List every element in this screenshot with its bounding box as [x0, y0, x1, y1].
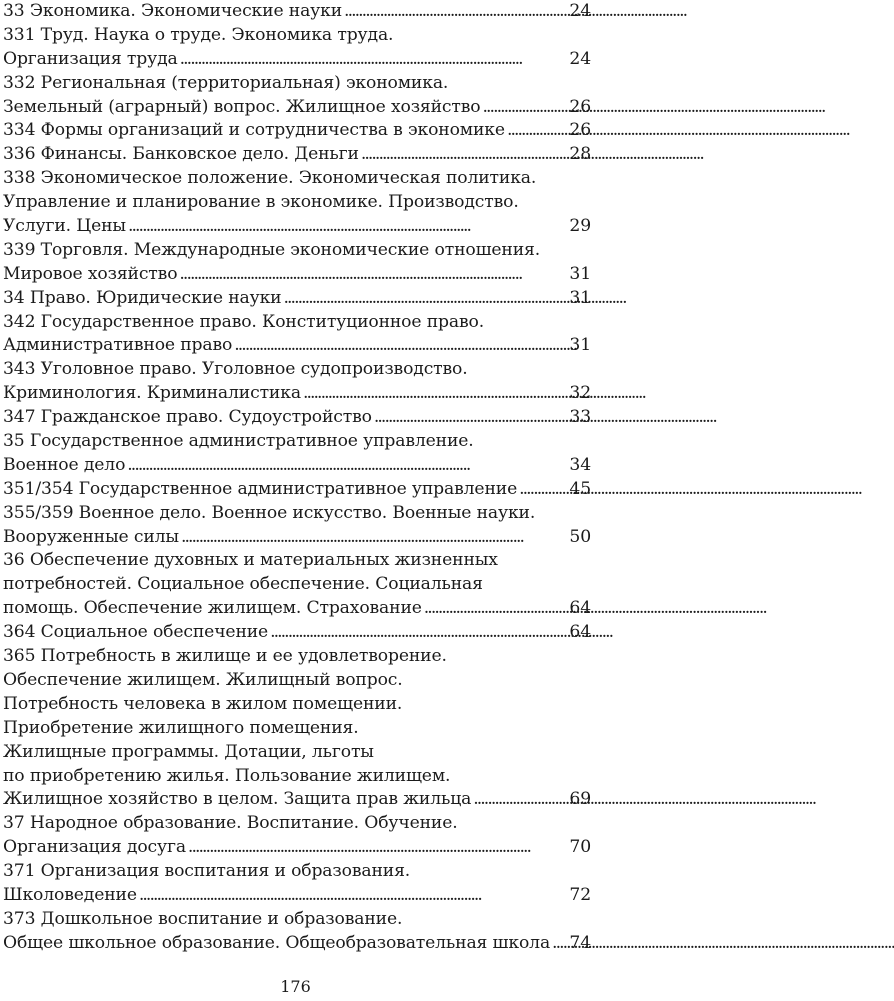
toc-entry — [3, 526, 591, 550]
toc-line — [3, 908, 591, 932]
toc-entry-page: 69 — [569, 789, 591, 810]
toc-entry-title: 334 Формы организаций и сотрудничества в экономике — [3, 120, 505, 141]
toc-entry — [3, 597, 591, 621]
toc-line — [3, 573, 591, 597]
dot-leader — [482, 96, 567, 120]
toc-entry — [3, 334, 591, 358]
toc-entry-title: Школоведение — [3, 884, 137, 905]
toc-entry-title: 332 Региональная (территориальная) экономика. — [3, 72, 449, 93]
toc-entry-title: Мировое хозяйство — [3, 263, 178, 284]
dot-leader — [424, 597, 568, 621]
toc-entry-page: 45 — [569, 478, 591, 499]
toc-entry-page: 26 — [569, 96, 591, 117]
toc-entry — [3, 884, 591, 908]
toc-entry-page: 33 — [569, 407, 591, 428]
toc-entry-title: Общее школьное образование. Общеобразовательная школа — [3, 932, 551, 953]
toc-entry-page: 74 — [569, 932, 591, 953]
page-number: 176 — [280, 977, 311, 996]
dot-leader — [303, 382, 567, 406]
toc-entry-title: Услуги. Цены — [3, 216, 126, 237]
toc-entry-page: 31 — [569, 335, 591, 356]
table-of-contents — [3, 0, 591, 956]
toc-entry-title: по приобретению жилья. Пользование жилищем. — [3, 765, 451, 786]
toc-entry-title: 342 Государственное право. Конституционное право. — [3, 311, 485, 332]
toc-line — [3, 765, 591, 789]
toc-entry — [3, 48, 591, 72]
toc-entry — [3, 932, 591, 956]
toc-line — [3, 358, 591, 382]
toc-entry-page: 28 — [569, 144, 591, 165]
toc-line — [3, 72, 591, 96]
toc-entry — [3, 287, 591, 311]
toc-entry — [3, 836, 591, 860]
toc-entry — [3, 478, 591, 502]
dot-leader — [128, 215, 567, 239]
dot-leader — [374, 406, 568, 430]
toc-line — [3, 812, 591, 836]
toc-entry-title: Вооруженные силы — [3, 526, 179, 547]
dot-leader — [127, 454, 567, 478]
toc-entry-page: 24 — [569, 1, 591, 21]
toc-entry-title: 34 Право. Юридические науки — [3, 287, 282, 308]
toc-line — [3, 311, 591, 335]
toc-entry-title: 339 Торговля. Международные экономические отношения. — [3, 239, 541, 260]
toc-line — [3, 860, 591, 884]
dot-leader — [552, 932, 567, 956]
toc-entry-title: 36 Обеспечение духовных и материальных жизненных — [3, 550, 498, 571]
toc-entry-title: Криминология. Криминалистика — [3, 383, 301, 404]
toc-entry-page: 31 — [569, 263, 591, 284]
dot-leader — [473, 788, 567, 812]
toc-entry-title: 35 Государственное административное управление. — [3, 431, 474, 452]
toc-entry-title: 373 Дошкольное воспитание и образование. — [3, 908, 403, 929]
toc-entry-title: Административное право — [3, 335, 233, 356]
toc-line — [3, 669, 591, 693]
toc-entry-title: 37 Народное образование. Воспитание. Обучение. — [3, 813, 458, 834]
toc-entry-title: 331 Труд. Наука о труде. Экономика труда. — [3, 24, 394, 45]
toc-entry-title: Приобретение жилищного помещения. — [3, 717, 359, 738]
toc-entry-title: 371 Организация воспитания и образования. — [3, 861, 411, 882]
toc-line — [3, 693, 591, 717]
toc-entry-page: 32 — [569, 383, 591, 404]
toc-entry-page: 70 — [569, 837, 591, 858]
toc-entry-page: 26 — [569, 120, 591, 141]
dot-leader — [519, 478, 567, 502]
dot-leader — [344, 0, 567, 24]
toc-entry — [3, 0, 591, 24]
dot-leader — [181, 526, 567, 550]
toc-entry — [3, 263, 591, 287]
toc-entry-page: 64 — [569, 622, 591, 643]
toc-entry — [3, 454, 591, 478]
toc-line — [3, 549, 591, 573]
dot-leader — [507, 119, 567, 143]
toc-entry-title: 365 Потребность в жилище и ее удовлетворение. — [3, 646, 447, 667]
toc-line — [3, 717, 591, 741]
toc-entry-title: 336 Финансы. Банковское дело. Деньги — [3, 144, 359, 165]
toc-entry — [3, 382, 591, 406]
toc-entry — [3, 215, 591, 239]
toc-entry-title: Организация труда — [3, 48, 178, 69]
toc-entry-page: 50 — [569, 526, 591, 547]
toc-line — [3, 191, 591, 215]
toc-entry-page: 64 — [569, 598, 591, 619]
toc-entry-page: 29 — [569, 216, 591, 237]
toc-entry-title: 343 Уголовное право. Уголовное судопроизводство. — [3, 359, 468, 380]
toc-entry — [3, 143, 591, 167]
toc-entry-title: 355/359 Военное дело. Военное искусство. Военные науки. — [3, 502, 536, 523]
toc-entry-title: помощь. Обеспечение жилищем. Страхование — [3, 598, 422, 619]
toc-entry-page: 34 — [569, 454, 591, 475]
toc-entry-title: Жилищное хозяйство в целом. Защита прав жильца — [3, 789, 472, 810]
toc-line — [3, 239, 591, 263]
toc-entry — [3, 119, 591, 143]
toc-line — [3, 167, 591, 191]
toc-entry-title: 338 Экономическое положение. Экономическая политика. — [3, 168, 537, 189]
toc-entry-title: Обеспечение жилищем. Жилищный вопрос. — [3, 669, 403, 690]
toc-line — [3, 645, 591, 669]
dot-leader — [179, 263, 567, 287]
toc-entry — [3, 406, 591, 430]
dot-leader — [234, 334, 567, 358]
dot-leader — [270, 621, 567, 645]
toc-entry-title: 347 Гражданское право. Судоустройство — [3, 407, 372, 428]
toc-entry-title: 364 Социальное обеспечение — [3, 622, 269, 643]
dot-leader — [188, 836, 568, 860]
dot-leader — [361, 143, 568, 167]
toc-entry-page: 31 — [569, 287, 591, 308]
toc-entry-title: 33 Экономика. Экономические науки — [3, 1, 343, 21]
toc-line — [3, 24, 591, 48]
toc-entry-title: Военное дело — [3, 454, 126, 475]
toc-entry-title: Жилищные программы. Дотации, льготы — [3, 741, 374, 762]
toc-entry-page: 72 — [569, 884, 591, 905]
toc-entry-title: 351/354 Государственное административное управление — [3, 478, 518, 499]
toc-entry-title: Земельный (аграрный) вопрос. Жилищное хозяйство — [3, 96, 481, 117]
dot-leader — [284, 287, 568, 311]
toc-entry — [3, 788, 591, 812]
toc-entry — [3, 96, 591, 120]
toc-entry-title: Организация досуга — [3, 837, 186, 858]
toc-entry-title: Управление и планирование в экономике. Производство. — [3, 192, 519, 213]
toc-entry-title: Потребность человека в жилом помещении. — [3, 693, 403, 714]
toc-line — [3, 741, 591, 765]
dot-leader — [180, 48, 568, 72]
toc-entry — [3, 621, 591, 645]
toc-line — [3, 502, 591, 526]
toc-entry-page: 24 — [569, 48, 591, 69]
toc-line — [3, 430, 591, 454]
dot-leader — [139, 884, 568, 908]
toc-entry-title: потребностей. Социальное обеспечение. Социальная — [3, 574, 483, 595]
